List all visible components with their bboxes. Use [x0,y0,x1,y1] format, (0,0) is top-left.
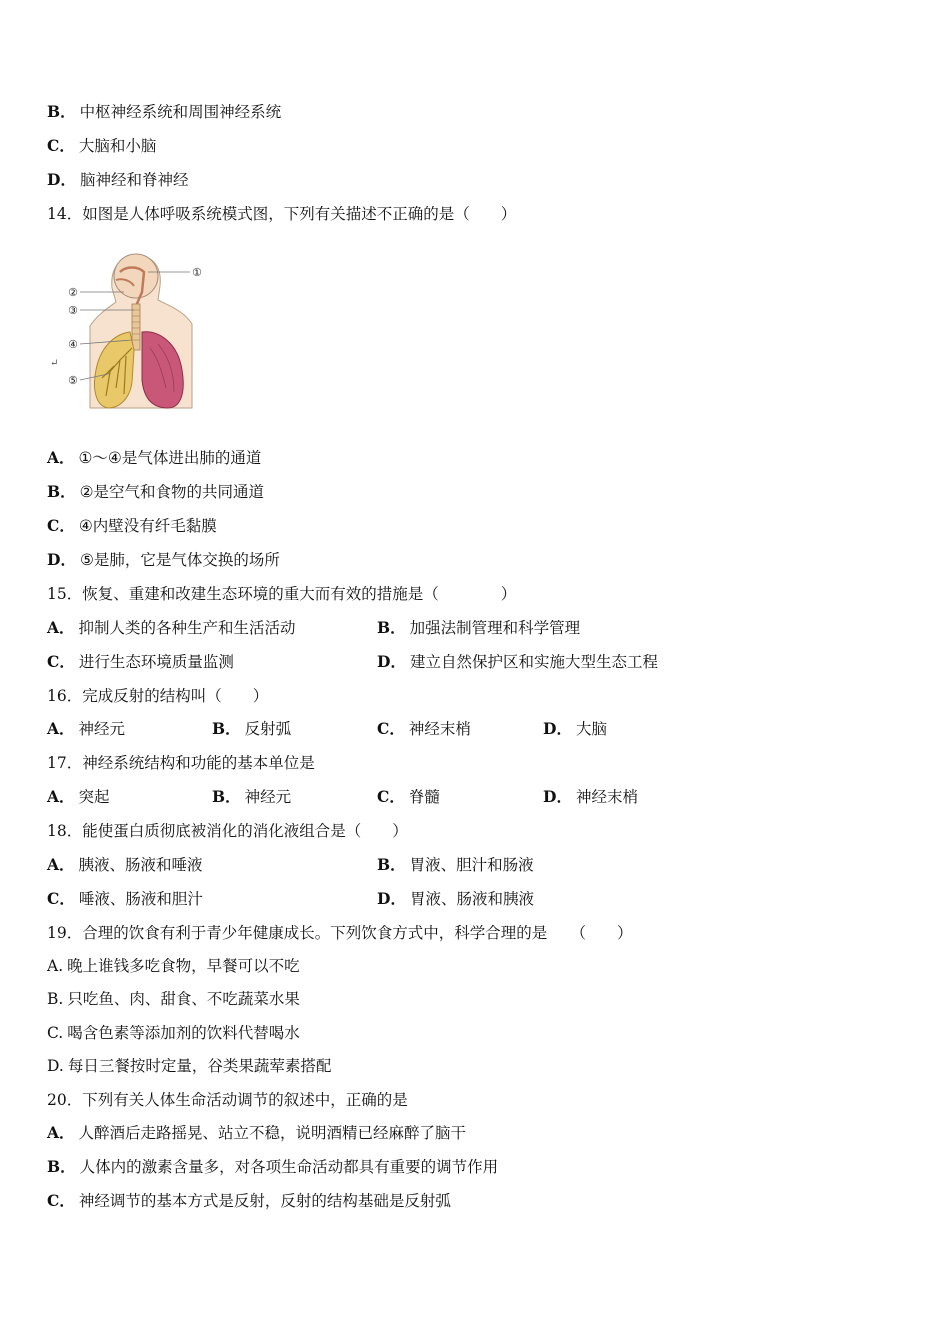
q17-option-a: A． 突起 [47,787,110,806]
fig-label-1: ① [192,266,202,279]
q13-option-b: B． 中枢神经系统和周围神经系统 [47,102,282,121]
fig-label-3: ③ [68,304,78,317]
q18-option-b: B． 胃液、胆汁和肠液 [377,855,534,874]
q13-option-d: D． 脑神经和脊神经 [47,170,189,189]
q15-option-b: B． 加强法制管理和科学管理 [377,618,581,637]
paragraph-return-icon: ↵ [50,358,59,369]
fig-label-2: ② [68,286,78,299]
q20-option-b: B． 人体内的激素含量多，对各项生命活动都具有重要的调节作用 [47,1157,499,1176]
q14-stem: 14．如图是人体呼吸系统模式图，下列有关描述不正确的是（ ） [47,205,517,223]
q19-option-c: C. 喝含色素等添加剂的饮料代替喝水 [47,1024,300,1042]
fig-label-4: ④ [68,338,78,351]
q19-option-a: A. 晚上谁钱多吃食物，早餐可以不吃 [47,957,300,975]
q13-option-c: C． 大脑和小脑 [47,136,157,155]
q18-option-c: C． 唾液、肠液和胆汁 [47,889,203,908]
q17-option-c: C． 脊髓 [377,787,440,806]
q16-option-d: D． 大脑 [543,719,607,738]
q16-option-c: C． 神经末梢 [377,719,471,738]
q20-option-a: A． 人醉酒后走路摇晃、站立不稳，说明酒精已经麻醉了脑干 [47,1123,467,1142]
q16-stem: 16．完成反射的结构叫（ ） [47,687,269,705]
q14-option-c: C． ④内壁没有纤毛黏膜 [47,516,217,535]
q15-option-c: C． 进行生态环境质量监测 [47,652,234,671]
q20-stem: 20．下列有关人体生命活动调节的叙述中，正确的是 [47,1091,408,1109]
q17-option-d: D． 神经末梢 [543,787,638,806]
q16-option-b: B． 反射弧 [212,719,292,738]
q17-option-b: B． 神经元 [212,787,292,806]
fig-label-5: ⑤ [68,374,78,387]
q19-option-d: D. 每日三餐按时定量，谷类果蔬荤素搭配 [47,1057,332,1075]
respiratory-system-figure [50,248,220,416]
q14-option-b: B． ②是空气和食物的共同通道 [47,482,265,501]
q15-option-d: D． 建立自然保护区和实施大型生态工程 [377,652,658,671]
q18-stem: 18．能使蛋白质彻底被消化的消化液组合是（ ） [47,822,408,840]
q19-stem: 19．合理的饮食有利于青少年健康成长。下列饮食方式中，科学合理的是 （ ） [47,924,633,942]
q18-option-a: A． 胰液、肠液和唾液 [47,855,203,874]
q15-stem: 15．恢复、重建和改建生态环境的重大而有效的措施是（ ） [47,585,517,603]
q18-option-d: D． 胃液、肠液和胰液 [377,889,534,908]
q20-option-c: C． 神经调节的基本方式是反射，反射的结构基础是反射弧 [47,1191,451,1210]
q17-stem: 17．神经系统结构和功能的基本单位是 [47,754,315,772]
q16-option-a: A． 神经元 [47,719,126,738]
q15-option-a: A． 抑制人类的各种生产和生活活动 [47,618,296,637]
q14-option-a: A． ①～④是气体进出肺的通道 [47,448,262,467]
q19-option-b: B. 只吃鱼、肉、甜食、不吃蔬菜水果 [47,990,300,1008]
q14-option-d: D． ⑤是肺，它是气体交换的场所 [47,550,280,569]
